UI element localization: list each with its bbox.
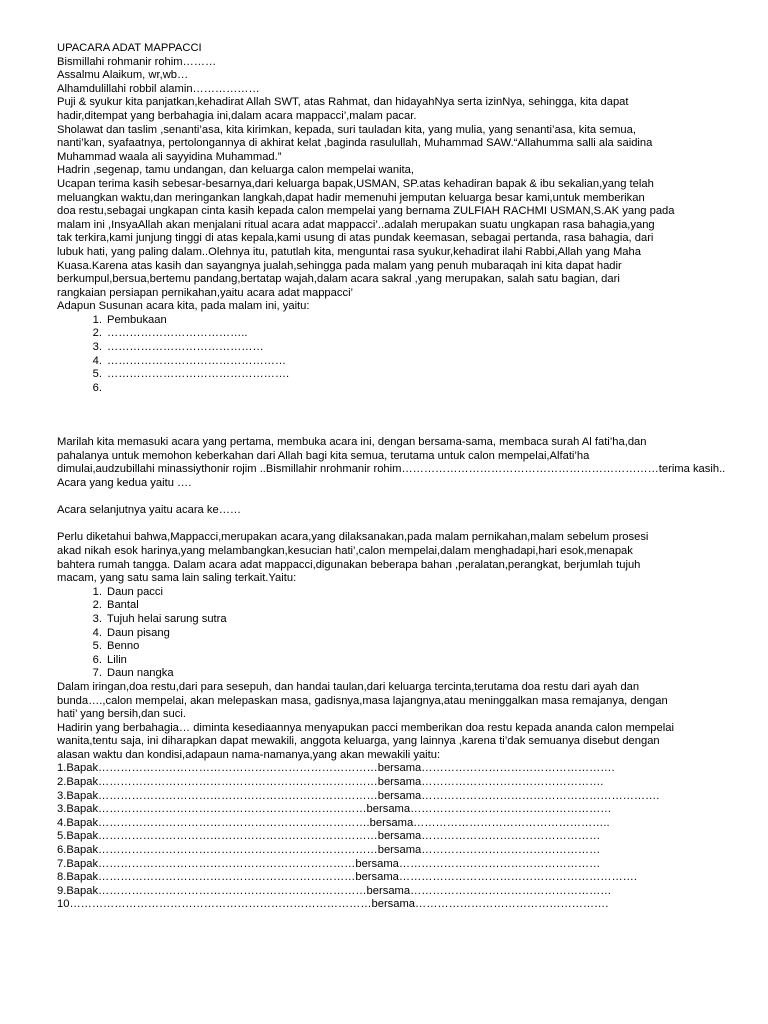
list-text: Benno xyxy=(107,640,140,653)
opening-greetings xyxy=(57,56,733,97)
text-line: Acara yang kedua yaitu …. xyxy=(57,477,192,489)
representative-line: 2.Bapak…………………………………………………………………bersama…………………………………………. xyxy=(57,776,604,789)
list-text: Daun pacci xyxy=(107,585,163,598)
agenda-item xyxy=(57,355,733,369)
material-item xyxy=(57,667,733,681)
list-text: Daun pisang xyxy=(107,626,170,639)
text-line: doa restu,sebagai ungkapan cinta kasih kepada calon mempelai yang bernama ZULFIAH RACHMI USMAN,S.AK yang pada xyxy=(57,205,675,218)
agenda-item xyxy=(57,368,733,382)
list-number: 3. xyxy=(92,341,102,354)
list-text: Pembukaan xyxy=(107,313,167,326)
list-text: Tujuh helai sarung sutra xyxy=(107,612,227,625)
list-number: 6. xyxy=(92,381,102,394)
document-content xyxy=(57,42,733,912)
spacer xyxy=(57,491,733,505)
text-line: dimulai,audzubillahi minassiythonir rojim ..Bismillahir nrohmanir rohim……………………………………………………………terima kasih.. xyxy=(57,463,726,476)
list-text: Bantal xyxy=(107,599,139,612)
text-line: meluangkan waktu,dan meringankan langkah,dapat hadir memenuhi jemputan keluarga besar kami,untuk memberikan xyxy=(57,191,645,204)
list-number: 2. xyxy=(92,327,102,340)
greeting-line: Assalmu Alaikum, wr,wb… xyxy=(57,69,189,82)
material-item xyxy=(57,627,733,641)
list-number: 3. xyxy=(92,612,102,625)
text-line: pahalanya untuk memohon keberkahan dari Allah bagi kita semua, terutama untuk calon mempelai,Alfati’ha xyxy=(57,449,590,462)
text-line: Sholawat dan taslim ,senanti’asa, kita kirimkan, kepada, suri tauladan kita, yang mulia, yang senanti’asa, kita semua, xyxy=(57,123,636,136)
list-number: 6. xyxy=(92,653,102,666)
text-line: Perlu diketahui bahwa,Mappacci,merupakan acara,yang dilaksanakan,pada malam pernikahan,malam sebelum prosesi xyxy=(57,531,649,544)
next-agenda-paragraph: Acara selanjutnya yaitu acara ke…… xyxy=(57,504,242,517)
text-line: Dalam iringan,doa restu,dari para sesepuh, dan handai taulan,dari keluarga tercinta,terutama doa restu dari ayah dan xyxy=(57,680,640,693)
representative-line: 3.Bapak…………………………………………………………………bersama………………………………………………………. xyxy=(57,789,660,802)
material-item xyxy=(57,599,733,613)
text-line: Marilah kita memasuki acara yang pertama, membuka acara ini, dengan bersama-sama, membaca surah Al fati’ha,dan xyxy=(57,436,647,449)
text-line: Puji & syukur kita panjatkan,kehadirat Allah SWT, atas Rahmat, dan hidayahNya serta izinNya, sehingga, kita dapat xyxy=(57,96,629,109)
mappacci-explanation xyxy=(57,531,733,585)
representative-line: 6.Bapak…………………………………………………………………bersama………………………………………… xyxy=(57,844,601,857)
document-title: UPACARA ADAT MAPPACCI xyxy=(57,42,202,54)
representative-line: 3.Bapak………………………………………………………………bersama……………………………………………… xyxy=(57,803,612,816)
list-number: 4. xyxy=(92,354,102,367)
material-item xyxy=(57,613,733,627)
list-number: 1. xyxy=(92,313,102,326)
list-text: Lilin xyxy=(107,653,127,666)
text-line: bunda….,calon mempelai, akan melepaskan masa, gadisnya,masa lajangnya,atau meninggalkan masa remajanya, dengan xyxy=(57,694,668,707)
list-text: ………………………………………… xyxy=(107,354,286,367)
representative-line: 1.Bapak…………………………………………………………………bersama……………………………………………. xyxy=(57,762,615,775)
greeting-line: Alhamdulillahi robbil alamin……………… xyxy=(57,82,260,95)
material-item xyxy=(57,640,733,654)
list-number: 5. xyxy=(92,368,102,381)
text-line: malam ini ,InsyaAllah akan menjalani ritual acara adat mappacci’..adalah merupakan suatu ungkapan rasa bahagia,yang xyxy=(57,218,655,231)
text-line: wanita,tentu saja, ini diharapkan dapat mewakili, anggota keluarga, yang lainnya ,karena ti’dak semuanya disebut dengan xyxy=(57,735,660,748)
text-line: berkumpul,bersua,bertemu pandang,bertatap wajah,dalam acara sakral ,yang merupakan, salah satu bagian, dari xyxy=(57,273,620,286)
list-number: 2. xyxy=(92,599,102,612)
agenda-item xyxy=(57,341,733,355)
list-number: 4. xyxy=(92,626,102,639)
text-line: hati’ yang bersih,dan suci. xyxy=(57,708,186,721)
representative-line: 10………………………………………………………………………bersama……………………………………………. xyxy=(57,898,609,911)
text-line: Kuasa.Karena atas kasih dan sayangnya jualah,sehingga pada malam yang penuh mubaraqah ini kita dapat hadir xyxy=(57,259,622,272)
agenda-item xyxy=(57,382,733,396)
material-item xyxy=(57,586,733,600)
text-line: akad nikah esok harinya,yang melambangkan,kesucian hati’,calon mempelai,dalam menghadapi,hari esok,menapak xyxy=(57,544,633,557)
text-line: macam, yang satu sama lain saling terkait.Yaitu: xyxy=(57,572,297,585)
text-line: nanti’kan, syafaatnya, pertolongannya di akhirat kelat ,baginda rasulullah, Muhammad SAW.“Allahumma salli ala saidina xyxy=(57,137,653,150)
first-agenda-paragraph xyxy=(57,436,733,490)
text-line: Hadrin ,segenap, tamu undangan, dan keluarga calon mempelai wanita, xyxy=(57,164,414,177)
spacer xyxy=(57,395,733,422)
representatives-list xyxy=(57,762,733,912)
representative-line: 5.Bapak…………………………………………………………………bersama………………………………………… xyxy=(57,830,601,843)
list-text: …………………………………………. xyxy=(107,368,290,381)
list-text: …………………………………… xyxy=(107,341,264,354)
list-number: 1. xyxy=(92,585,102,598)
list-number: 7. xyxy=(92,667,102,680)
text-line: Muhammad waala ali sayyidina Muhammad.” xyxy=(57,150,282,163)
representative-line: 9.Bapak………………………………………………………………bersama……………………………………………… xyxy=(57,884,612,897)
text-line: Hadirin yang berbahagia… diminta kesediaannya menyapukan pacci memberikan doa restu kepada ananda calon mempelai xyxy=(57,721,674,734)
list-text: ……………………………….. xyxy=(107,327,248,340)
representative-line: 8.Bapak……………………………………………………………bersama………………………………………………………. xyxy=(57,871,637,884)
text-line: lubuk hati, yang paling dalam..Olehnya itu, patutlah kita, menguntai rasa syukur,kehadirat ilahi Rabbi,Allah yang Maha xyxy=(57,245,641,258)
blessing-paragraph xyxy=(57,681,733,763)
list-text: Daun nangka xyxy=(107,667,174,680)
representative-line: 7.Bapak……………………………………………………………bersama……………………………………………… xyxy=(57,857,601,870)
opening-speech xyxy=(57,96,733,314)
agenda-item xyxy=(57,327,733,341)
greeting-line: Bismillahi rohmanir rohim……… xyxy=(57,55,217,68)
text-line: tak terkira,kami junjung tinggi di atas kepala,kami usung di atas pundak keemasan, sebagai pertanda, rasa bahagia, dari xyxy=(57,232,654,245)
materials-list xyxy=(57,586,733,681)
text-line: Adapun Susunan acara kita, pada malam ini, yaitu: xyxy=(57,300,310,313)
representative-line: 4.Bapak……………………………………………………………….bersama…………………………………………….. xyxy=(57,816,610,829)
material-item xyxy=(57,654,733,668)
text-line: rangkaian persiapan pernikahan,yaitu acara adat mappacci’ xyxy=(57,286,354,299)
text-line: bahtera rumah tangga. Dalam acara adat mappacci,digunakan beberapa bahan ,peralatan,perangkat, berjumlah tujuh xyxy=(57,558,641,571)
agenda-list xyxy=(57,314,733,396)
text-line: hadir,ditempat yang berbahagia ini,dalam acara mappacci’,malam pacar. xyxy=(57,109,417,122)
list-number: 5. xyxy=(92,640,102,653)
text-line: Ucapan terima kasih sebesar-besarnya,dari keluarga bapak,USMAN, SP.atas kehadiran bapak & ibu sekalian,yang telah xyxy=(57,177,654,190)
spacer xyxy=(57,518,733,532)
spacer xyxy=(57,423,733,437)
text-line: alasan waktu dan kondisi,adapaun nama-namanya,yang akan mewakili yaitu: xyxy=(57,748,441,761)
agenda-item xyxy=(57,314,733,328)
